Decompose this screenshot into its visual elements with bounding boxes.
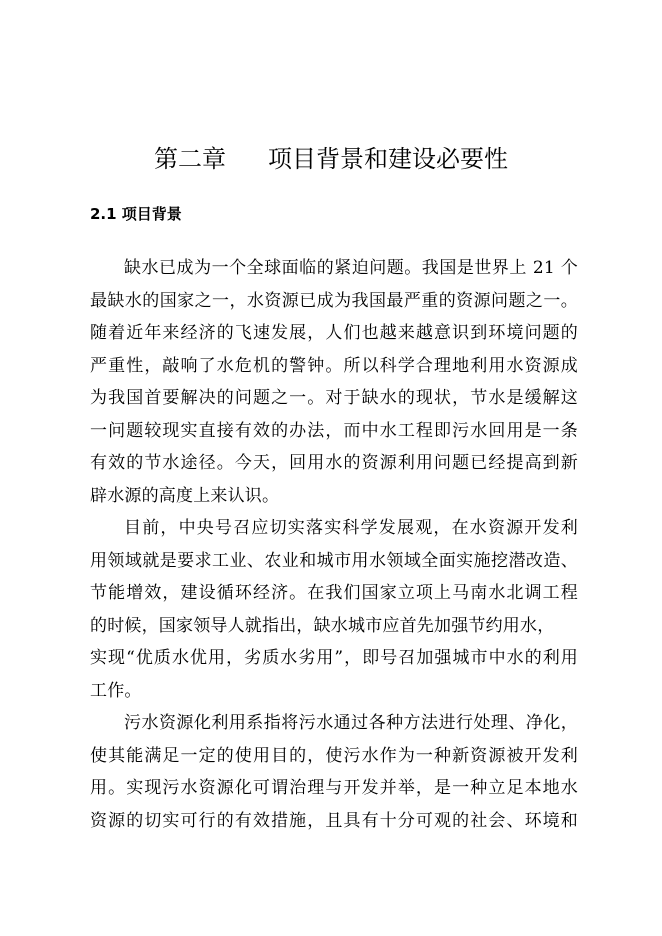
section-heading: 2.1 项目背景 [90, 205, 182, 223]
text-line: 为我国首要解决的问题之一。对于缺水的现状，节水是缓解这 [90, 388, 578, 408]
text-line: 缺水已成为一个全球面临的紧迫问题。我国是世界上 21 个 [124, 258, 578, 278]
text-line: 严重性，敲响了水危机的警钟。所以科学合理地利用水资源成 [90, 355, 578, 376]
text-line: 最缺水的国家之一，水资源已成为我国最严重的资源问题之一。 [90, 290, 578, 311]
paragraph-2 [90, 512, 578, 707]
chapter-number: 第二章 [154, 145, 226, 173]
text-line: 的时候，国家领导人就指出，缺水城市应首先加强节约用水， [90, 615, 555, 636]
text-line: 资源的切实可行的有效措施，且具有十分可观的社会、环境和 [90, 810, 578, 831]
paragraph-1 [90, 252, 578, 512]
text-line: 实现“优质水优用，劣质水劣用”，即号召加强城市中水的利用 [90, 648, 578, 668]
text-line: 用。实现污水资源化可谓治理与开发并举，是一种立足本地水 [90, 778, 578, 798]
text-line: 用领域就是要求工业、农业和城市用水领域全面实施挖潜改造、 [90, 550, 578, 571]
text-line: 随着近年来经济的飞速发展，人们也越来越意识到环境问题的 [90, 323, 578, 343]
chapter-title-text: 项目背景和建设必要性 [268, 145, 508, 173]
text-line: 辟水源的高度上来认识。 [90, 485, 280, 506]
text-line: 节能增效，建设循环经济。在我们国家立项上马南水北调工程 [90, 583, 578, 603]
body-text [90, 252, 578, 837]
text-line: 目前，中央号召应切实落实科学发展观，在水资源开发利 [124, 518, 578, 538]
text-line: 工作。 [90, 680, 142, 701]
chapter-title [0, 143, 662, 175]
text-line: 一问题较现实直接有效的办法，而中水工程即污水回用是一条 [90, 420, 578, 441]
text-line: 使其能满足一定的使用目的，使污水作为一种新资源被开发利 [90, 745, 578, 766]
text-line: 有效的节水途径。今天，回用水的资源利用问题已经提高到新 [90, 453, 578, 473]
paragraph-3 [90, 707, 578, 837]
text-line: 污水资源化利用系指将污水通过各种方法进行处理、净化， [124, 713, 578, 733]
